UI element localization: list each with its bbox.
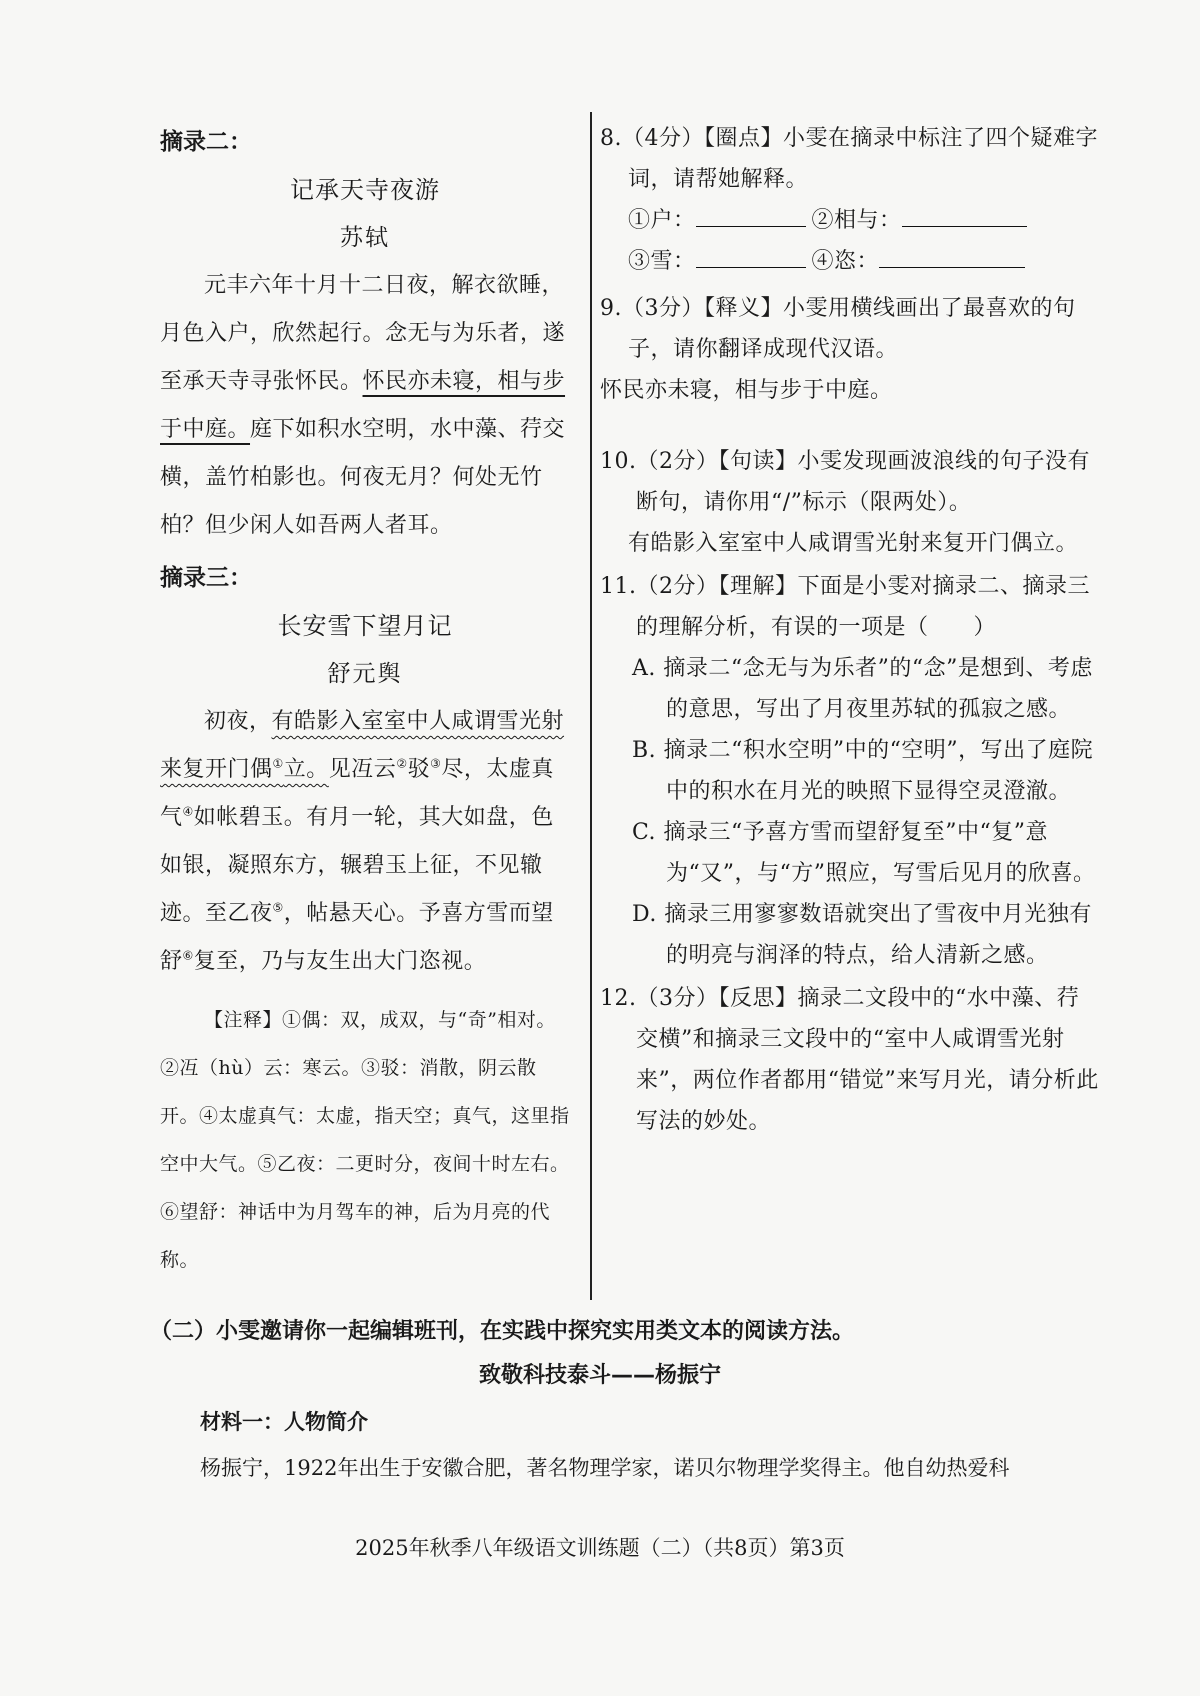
passage3-text-b1: 见冱云 — [328, 757, 397, 782]
note-mark-5: ⑤ — [272, 900, 284, 915]
passage3-text-b3: 尽，太虚真气 — [160, 757, 554, 830]
annotations: 【注释】①偶：双，成双，与“奇”相对。②冱（hù）云：寒云。③驳：消散，阴云散开。④太虚真气：太虚，指天空；真气，这里指空中大气。⑤乙夜：二更时分，夜间十时左右。⑥望舒：神话中为月驾车的神，后为月亮的代称。 — [160, 1009, 570, 1271]
essay-author: 舒元舆 — [327, 661, 403, 687]
excerpt2-label: 摘录二： — [160, 129, 252, 155]
poem-author: 苏轼 — [340, 225, 390, 251]
question-11-text: 11.（2分）【理解】下面是小雯对摘录二、摘录三的理解分析，有误的一项是（ ） — [600, 574, 1090, 640]
material1-text: 杨振宁，1922年出生于安徽合肥，著名物理学家，诺贝尔物理学奖得主。他自幼热爱科 — [200, 1456, 1010, 1480]
passage3-text-a: 初夜， — [204, 709, 272, 734]
right-column — [600, 118, 1100, 1142]
poem-title: 记承天寺夜游 — [290, 176, 440, 204]
question-12 — [600, 978, 1100, 1142]
question-8-row-1 — [600, 200, 1100, 241]
passage2-underlined-sentence: 怀民亦未寝，相与步于中庭。 — [160, 369, 566, 442]
passage2-text-b: 庭下如积水空明，水中藻、荇交横，盖竹柏影也。何夜无月？何处无竹柏？但少闲人如吾两人者耳。 — [160, 417, 566, 538]
q8-item-xue: ③雪： — [628, 249, 696, 274]
excerpt3-label: 摘录三： — [160, 565, 252, 591]
section2-heading: （二）小雯邀请你一起编辑班刊，在实践中探究实用类文本的阅读方法。 — [150, 1319, 855, 1344]
question-10 — [600, 441, 1100, 564]
question-8-row-2 — [600, 241, 1100, 282]
question-8-text: 8.（4分）【圈点】小雯在摘录中标注了四个疑难字词，请帮她解释。 — [600, 126, 1098, 192]
question-12-text: 12.（3分）【反思】摘录二文段中的“水中藻、荇交横”和摘录三文段中的“室中人咸谓雪光射来”，两位作者都用“错觉”来写月光，请分析此写法的妙处。 — [600, 986, 1099, 1134]
left-column — [160, 118, 570, 1284]
note-mark-4: ④ — [182, 804, 194, 819]
passage3-text-b2: 驳 — [407, 757, 431, 782]
page-footer: 2025年秋季八年级语文训练题（二）（共8页）第3页 — [355, 1536, 845, 1560]
question-11-option-b[interactable]: B. 摘录二“积水空明”中的“空明”，写出了庭院中的积水在月光的映照下显得空灵澄澈。 — [632, 738, 1094, 804]
passage3-text-b4: 如帐碧玉。有月一轮，其大如盘，色如银，凝照东方，辗碧玉上征，不见辙迹。至乙夜 — [160, 805, 554, 926]
note-mark-1: ① — [272, 756, 284, 771]
question-9 — [600, 288, 1100, 411]
passage3-text-b6: 复至，乃与友生出大门恣视。 — [193, 949, 487, 974]
answer-blank-xiangyu[interactable] — [902, 200, 1027, 227]
note-mark-6: ⑥ — [182, 948, 194, 963]
note-mark-3: ③ — [430, 756, 442, 771]
material1-label: 材料一：人物简介 — [200, 1410, 368, 1434]
question-9-text: 9.（3分）【释义】小雯用横线画出了最喜欢的句子，请你翻译成现代汉语。 — [600, 296, 1076, 362]
question-10-sentence: 有皓影入室室中人咸谓雪光射来复开门偶立。 — [628, 531, 1079, 556]
column-divider — [590, 112, 592, 1300]
question-11-option-c[interactable]: C. 摘录三“予喜方雪而望舒复至”中“复”意为“又”，与“方”照应，写雪后见月的欣喜。 — [632, 820, 1096, 886]
essay-title: 长安雪下望月记 — [277, 612, 453, 640]
question-8 — [600, 118, 1100, 282]
passage3 — [160, 698, 570, 986]
question-10-text: 10.（2分）【句读】小雯发现画波浪线的句子没有断句，请你用“/”标示（限两处）。 — [600, 449, 1090, 515]
q8-item-xiangyu: ②相与： — [811, 208, 902, 233]
question-11 — [600, 566, 1100, 976]
note-mark-2: ② — [396, 756, 408, 771]
passage3-wavy-end: 立。 — [283, 757, 329, 782]
passage2 — [160, 262, 570, 550]
answer-blank-hu[interactable] — [696, 200, 806, 227]
section2-title: 致敬科技泰斗——杨振宁 — [478, 1363, 721, 1388]
passage3-wavy-text: 有皓影入室室中人咸谓雪光射来复开门偶 — [160, 709, 565, 782]
answer-blank-zi[interactable] — [879, 241, 1025, 268]
answer-blank-xue[interactable] — [696, 241, 806, 268]
question-11-option-a[interactable]: A. 摘录二“念无与为乐者”的“念”是想到、考虑的意思，写出了月夜里苏轼的孤寂之感。 — [632, 656, 1093, 722]
question-9-sentence: 怀民亦未寝，相与步于中庭。 — [600, 378, 893, 403]
question-11-option-d[interactable]: D. 摘录三用寥寥数语就突出了雪夜中月光独有的明亮与润泽的特点，给人清新之感。 — [632, 902, 1092, 968]
q8-item-hu: ①户： — [628, 208, 696, 233]
q8-item-zi: ④恣： — [811, 249, 880, 274]
passage2-text-a: 元丰六年十月十二日夜，解衣欲睡，月色入户，欣然起行。念无与为乐者，遂至承天寺寻张怀民。 — [160, 273, 566, 394]
passage3-text-b5: ，帖悬天心。予喜方雪而望舒 — [160, 901, 554, 974]
